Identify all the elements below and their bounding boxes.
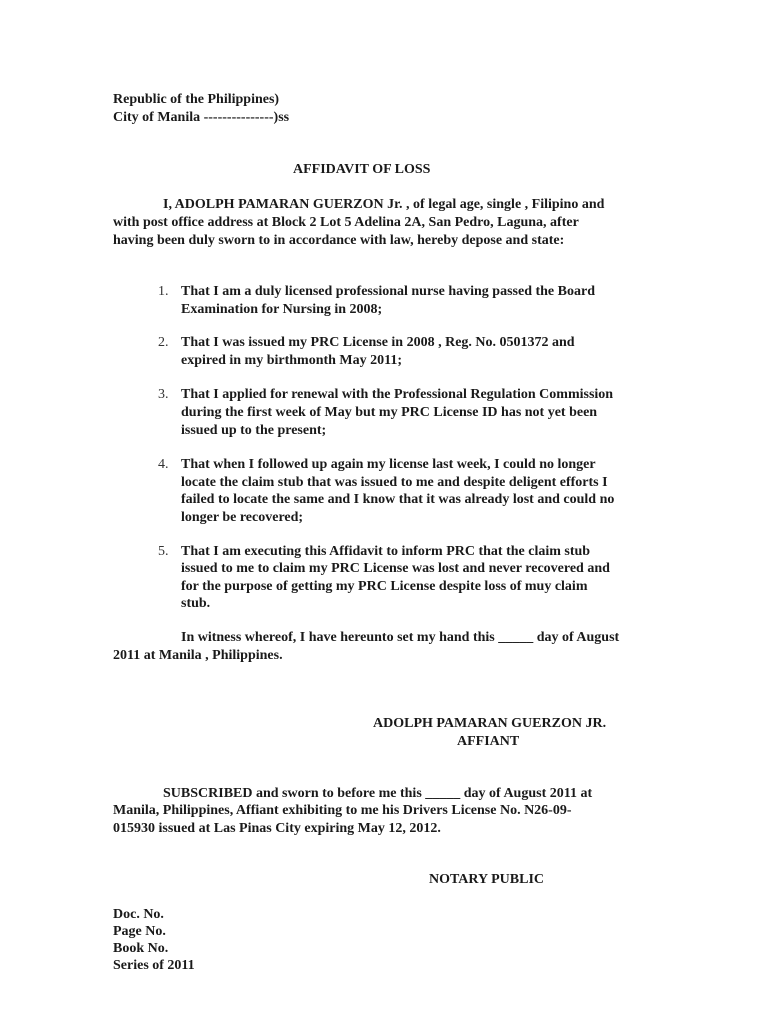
intro-line-2: with post office address at Block 2 Lot 5 Adelina 2A, San Pedro, Laguna, after bbox=[113, 215, 579, 230]
item-3-line-2: during the first week of May but my PRC License ID has not yet been bbox=[181, 405, 598, 420]
book-no-label: Book No. bbox=[113, 941, 169, 956]
witness-line-2: 2011 at Manila , Philippines. bbox=[113, 648, 283, 663]
item-4-line-3: failed to locate the same and I know that it was already lost and could no bbox=[181, 492, 615, 507]
doc-no-label: Doc. No. bbox=[113, 907, 164, 922]
witness-line-1: In witness whereof, I have hereunto set my hand this _____ day of August bbox=[181, 630, 620, 645]
notary-public-label: NOTARY PUBLIC bbox=[429, 872, 545, 887]
item-3-number: 3. bbox=[158, 387, 169, 402]
item-5-number: 5. bbox=[158, 544, 169, 559]
item-2-line-2: expired in my birthmonth May 2011; bbox=[181, 353, 403, 368]
document-title: AFFIDAVIT OF LOSS bbox=[293, 162, 431, 177]
item-4-line-4: longer be recovered; bbox=[181, 510, 304, 525]
affiant-label: AFFIANT bbox=[457, 734, 520, 749]
affiant-name: ADOLPH PAMARAN GUERZON JR. bbox=[373, 716, 607, 731]
page-no-label: Page No. bbox=[113, 924, 166, 939]
item-4-line-1: That when I followed up again my license last week, I could no longer bbox=[181, 457, 596, 472]
item-3-line-3: issued up to the present; bbox=[181, 423, 327, 438]
jurat-line-1: SUBSCRIBED and sworn to before me this _____ day of August 2011 at bbox=[163, 786, 593, 801]
venue-line-1: Republic of the Philippines) bbox=[113, 92, 280, 107]
intro-line-1: I, ADOLPH PAMARAN GUERZON Jr. , of legal age, single , Filipino and bbox=[163, 197, 605, 212]
item-4-number: 4. bbox=[158, 457, 169, 472]
item-3-line-1: That I applied for renewal with the Professional Regulation Commission bbox=[181, 387, 614, 402]
jurat-line-3: 015930 issued at Las Pinas City expiring May 12, 2012. bbox=[113, 821, 441, 836]
item-2-line-1: That I was issued my PRC License in 2008 , Reg. No. 0501372 and bbox=[181, 335, 575, 350]
intro-line-3: having been duly sworn to in accordance with law, hereby depose and state: bbox=[113, 233, 565, 248]
item-1-number: 1. bbox=[158, 284, 169, 299]
item-2-number: 2. bbox=[158, 335, 169, 350]
item-5-line-2: issued to me to claim my PRC License was lost and never recovered and bbox=[181, 561, 610, 576]
item-5-line-1: That I am executing this Affidavit to inform PRC that the claim stub bbox=[181, 544, 591, 559]
venue-line-2: City of Manila ---------------)ss bbox=[113, 110, 290, 125]
item-5-line-4: stub. bbox=[181, 596, 211, 611]
item-5-line-3: for the purpose of getting my PRC License despite loss of muy claim bbox=[181, 579, 588, 594]
item-1-line-2: Examination for Nursing in 2008; bbox=[181, 302, 383, 317]
series-label: Series of 2011 bbox=[113, 958, 195, 973]
jurat-line-2: Manila, Philippines, Affiant exhibiting to me his Drivers License No. N26-09- bbox=[113, 803, 572, 818]
item-4-line-2: locate the claim stub that was issued to me and despite deligent efforts I bbox=[181, 475, 608, 490]
item-1-line-1: That I am a duly licensed professional nurse having passed the Board bbox=[181, 284, 595, 299]
